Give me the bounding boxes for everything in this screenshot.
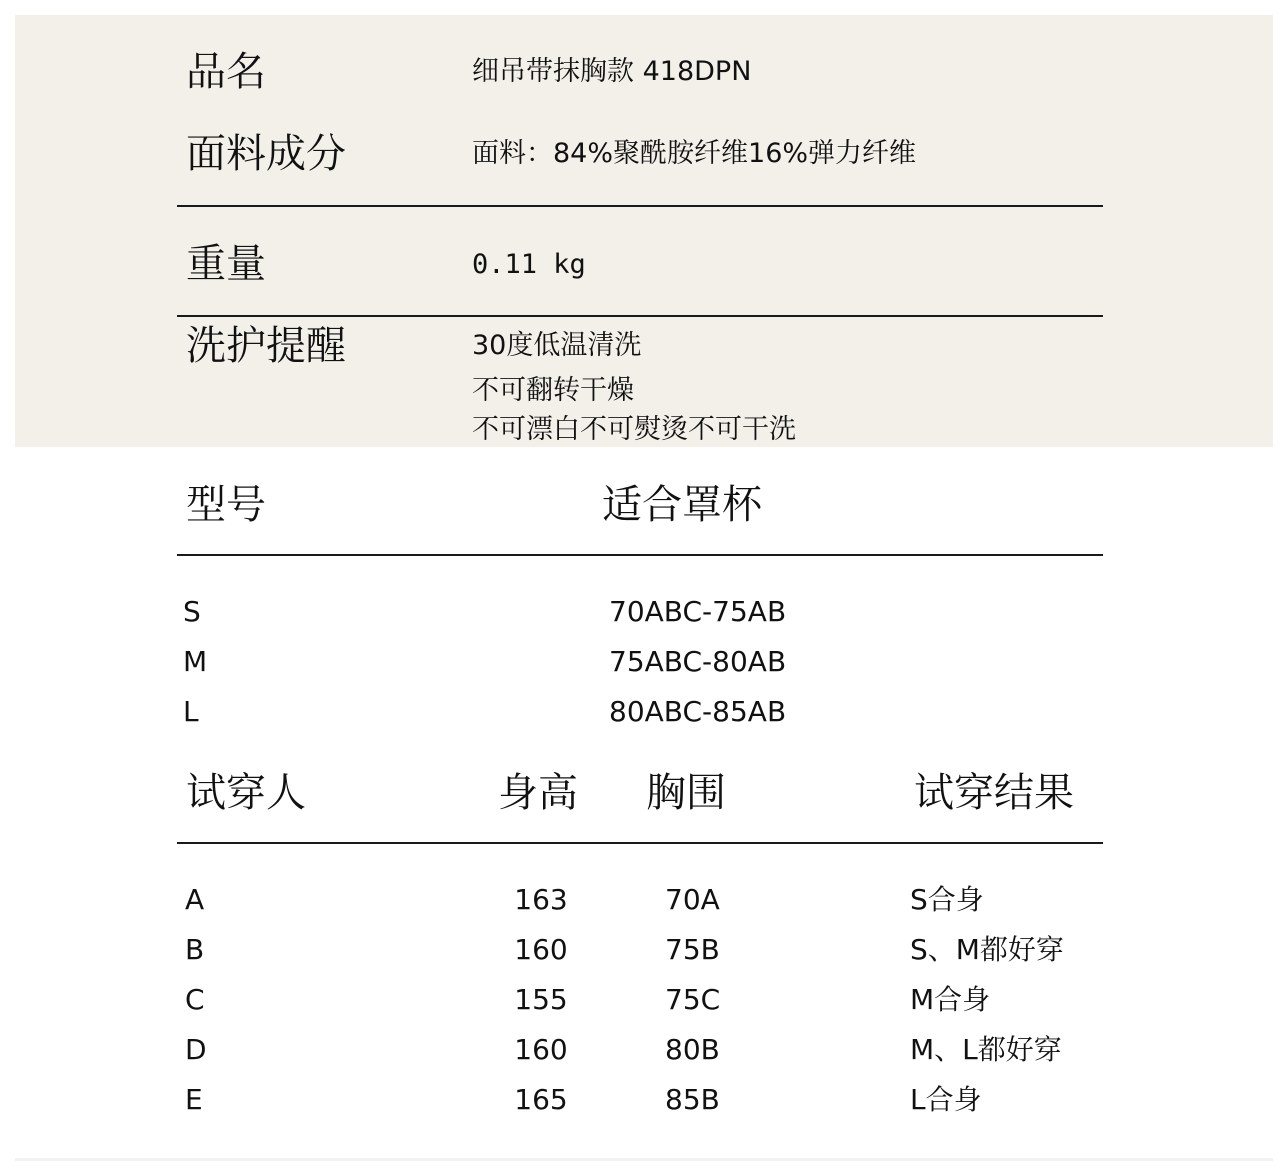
care-label: 洗护提醒 xyxy=(186,323,346,369)
table-row xyxy=(0,642,1288,682)
height-cell: 160 xyxy=(514,933,568,966)
person-cell: E xyxy=(185,1083,203,1116)
product-name-value: 细吊带抹胸款 418DPN xyxy=(472,56,752,87)
divider xyxy=(177,554,1103,556)
table-row xyxy=(0,1080,1288,1120)
result-cell: S、M都好穿 xyxy=(910,933,1064,966)
result-header: 试穿结果 xyxy=(914,770,1074,816)
table-row xyxy=(0,692,1288,732)
bust-cell: 80B xyxy=(665,1033,720,1066)
result-cell: S合身 xyxy=(910,883,984,916)
care-line: 30度低温清洗 xyxy=(472,330,642,361)
person-cell: D xyxy=(185,1033,207,1066)
cup-cell: 70ABC-75AB xyxy=(609,595,787,628)
height-header: 身高 xyxy=(498,770,578,816)
height-cell: 155 xyxy=(514,983,568,1016)
table-row xyxy=(0,1030,1288,1070)
weight-value: 0.11 kg xyxy=(472,249,586,280)
person-cell: B xyxy=(185,933,205,966)
table-row xyxy=(0,980,1288,1020)
care-line: 不可翻转干燥 xyxy=(472,375,634,406)
height-cell: 165 xyxy=(514,1083,568,1116)
cup-header: 适合罩杯 xyxy=(602,482,762,528)
product-name-label: 品名 xyxy=(186,49,266,95)
bottom-border xyxy=(15,1158,1273,1161)
care-line: 不可漂白不可熨烫不可干洗 xyxy=(472,414,796,445)
table-row xyxy=(0,592,1288,632)
bust-cell: 75C xyxy=(665,983,721,1016)
weight-label: 重量 xyxy=(186,241,266,287)
person-cell: C xyxy=(185,983,205,1016)
bust-cell: 70A xyxy=(665,883,720,916)
cup-cell: 80ABC-85AB xyxy=(609,695,787,728)
bust-cell: 85B xyxy=(665,1083,720,1116)
result-cell: L合身 xyxy=(910,1083,982,1116)
size-header: 型号 xyxy=(186,482,266,528)
height-cell: 160 xyxy=(514,1033,568,1066)
result-cell: M合身 xyxy=(910,983,991,1016)
size-cell: S xyxy=(183,595,201,628)
bust-header: 胸围 xyxy=(646,770,726,816)
table-row xyxy=(0,930,1288,970)
fabric-value: 面料：84%聚酰胺纤维16%弹力纤维 xyxy=(472,138,917,169)
cup-cell: 75ABC-80AB xyxy=(609,645,787,678)
divider xyxy=(177,315,1103,317)
table-row xyxy=(0,880,1288,920)
size-cell: M xyxy=(183,645,208,678)
result-cell: M、L都好穿 xyxy=(910,1033,1062,1066)
divider xyxy=(177,842,1103,844)
divider xyxy=(177,205,1103,207)
height-cell: 163 xyxy=(514,883,568,916)
person-cell: A xyxy=(185,883,205,916)
fabric-label: 面料成分 xyxy=(186,131,346,177)
bust-cell: 75B xyxy=(665,933,720,966)
size-cell: L xyxy=(183,695,199,728)
person-header: 试穿人 xyxy=(186,770,306,816)
